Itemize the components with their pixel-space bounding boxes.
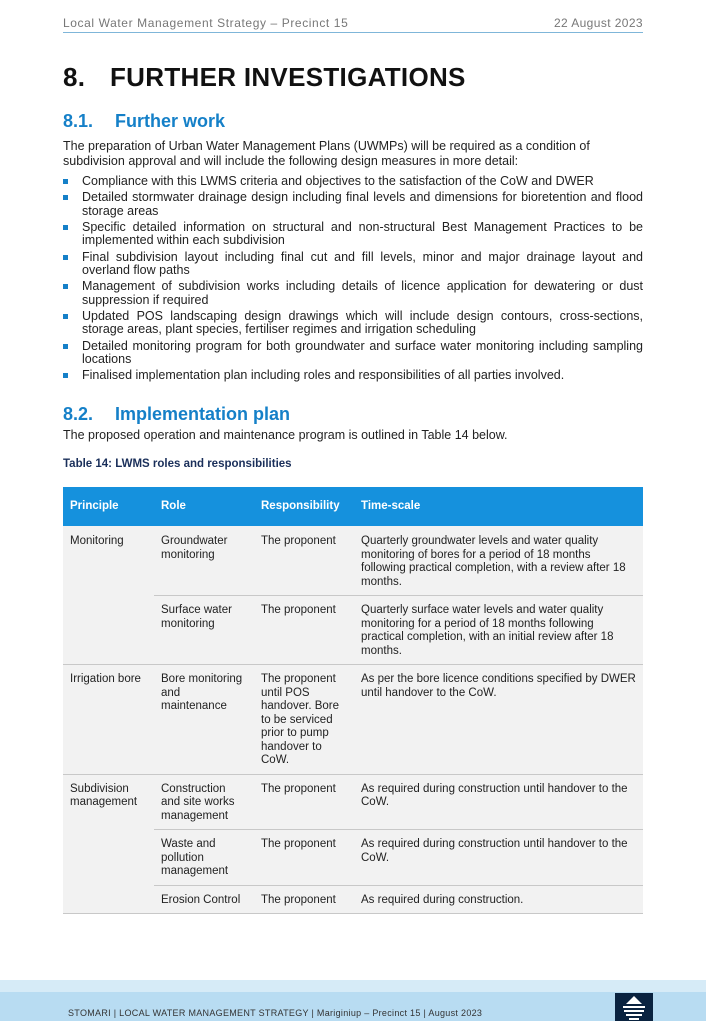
roles-table [63,487,643,914]
bullet-square-icon [63,225,68,230]
list-item-text: Compliance with this LWMS criteria and objectives to the satisfaction of the CoW and DWER [82,174,594,188]
cell-principle: Monitoring [63,526,154,665]
column-header-role: Role [154,487,254,526]
cell-timescale: As per the bore licence conditions specified by DWER until handover to the CoW. [354,665,643,775]
cell-role: Groundwater monitoring [154,526,254,596]
bullet-square-icon [63,195,68,200]
cell-role: Waste and pollution management [154,830,254,886]
cell-responsibility: The proponent [254,774,354,830]
column-header-principle: Principle [63,487,154,526]
cell-responsibility: The proponent until POS handover. Bore to be serviced prior to pump handover to CoW. [254,665,354,775]
cell-timescale: As required during construction. [354,885,643,914]
list-item-text: Finalised implementation plan including roles and responsibilities of all parties involved. [82,368,565,383]
list-item [63,310,643,337]
subsection-number: 8.2. [63,404,94,424]
list-item [63,340,643,367]
list-item [63,175,643,189]
subsection-heading-implementation [63,404,290,425]
table-body [63,526,643,914]
subsection-title: Implementation plan [115,404,291,424]
cell-timescale: Quarterly surface water levels and water quality monitoring for a period of 18 months following practical completion, with an initial review after 18 months. [354,596,643,665]
table-row [63,665,643,775]
table-row [63,526,643,596]
column-header-timescale: Time-scale [354,487,643,526]
bullet-square-icon [63,344,68,349]
list-item-text: Management of subdivision works including details of licence application for dewatering or dust suppression if required [82,279,643,307]
list-item-text: Specific detailed information on structural and non-structural Best Management Practices to be implemented within each subdivision [82,219,643,248]
subsection-title: Further work [115,111,226,131]
list-item [63,191,643,218]
list-item-text: Detailed monitoring program for both groundwater and surface water monitoring including sampling locations [82,338,643,367]
bullet-square-icon [63,314,68,319]
cell-principle: Subdivision management [63,774,154,914]
bullet-square-icon [63,284,68,289]
cell-principle: Irrigation bore [63,665,154,775]
table-row [63,774,643,830]
list-item-text: Final subdivision layout including final cut and fill levels, minor and major drainage layout and overland flow paths [82,249,643,278]
cell-role: Bore monitoring and maintenance [154,665,254,775]
list-item [63,369,643,383]
cell-responsibility: The proponent [254,885,354,914]
subsection-heading-further-work [63,111,225,132]
list-item-text: Detailed stormwater drainage design including final levels and dimensions for bioretention and flood storage areas [82,190,643,218]
cell-responsibility: The proponent [254,830,354,886]
cell-role: Surface water monitoring [154,596,254,665]
list-item [63,251,643,278]
bullet-square-icon [63,179,68,184]
cell-role: Construction and site works management [154,774,254,830]
cell-timescale: As required during construction until handover to the CoW. [354,774,643,830]
header-title: Local Water Management Strategy – Precinct 15 [63,16,349,30]
table-header-row [63,487,643,526]
section-number: 8. [63,62,86,92]
design-measures-list [63,175,643,386]
implementation-intro: The proposed operation and maintenance program is outlined in Table 14 below. [63,428,508,442]
cell-role: Erosion Control [154,885,254,914]
subsection-number: 8.1. [63,111,94,131]
bullet-square-icon [63,373,68,378]
column-header-responsibility: Responsibility [254,487,354,526]
further-work-intro: The preparation of Urban Water Management Plans (UWMPs) will be required as a condition of subdivision approval and will include the following design measures in more detail: [63,139,590,168]
table-caption: Table 14: LWMS roles and responsibilities [63,458,292,470]
page-header [63,16,643,33]
cell-timescale: As required during construction until handover to the CoW. [354,830,643,886]
company-logo-icon [615,993,653,1021]
section-title: FURTHER INVESTIGATIONS [110,62,466,92]
header-date: 22 August 2023 [553,16,643,30]
list-item [63,280,643,307]
footer-text: STOMARI | LOCAL WATER MANAGEMENT STRATEGY | Mariginiup – Precinct 15 | August 2023 [68,1008,483,1018]
cell-responsibility: The proponent [254,526,354,596]
list-item-text: Updated POS landscaping design drawings which will include design contours, cross-sections, storage areas, plant species, fertiliser regimes and irrigation scheduling [82,308,643,337]
list-item [63,221,643,248]
cell-responsibility: The proponent [254,596,354,665]
cell-timescale: Quarterly groundwater levels and water quality monitoring of bores for a period of 18 months following practical completion, with a review after 18 months. [354,526,643,596]
bullet-square-icon [63,255,68,260]
section-heading [63,62,466,93]
